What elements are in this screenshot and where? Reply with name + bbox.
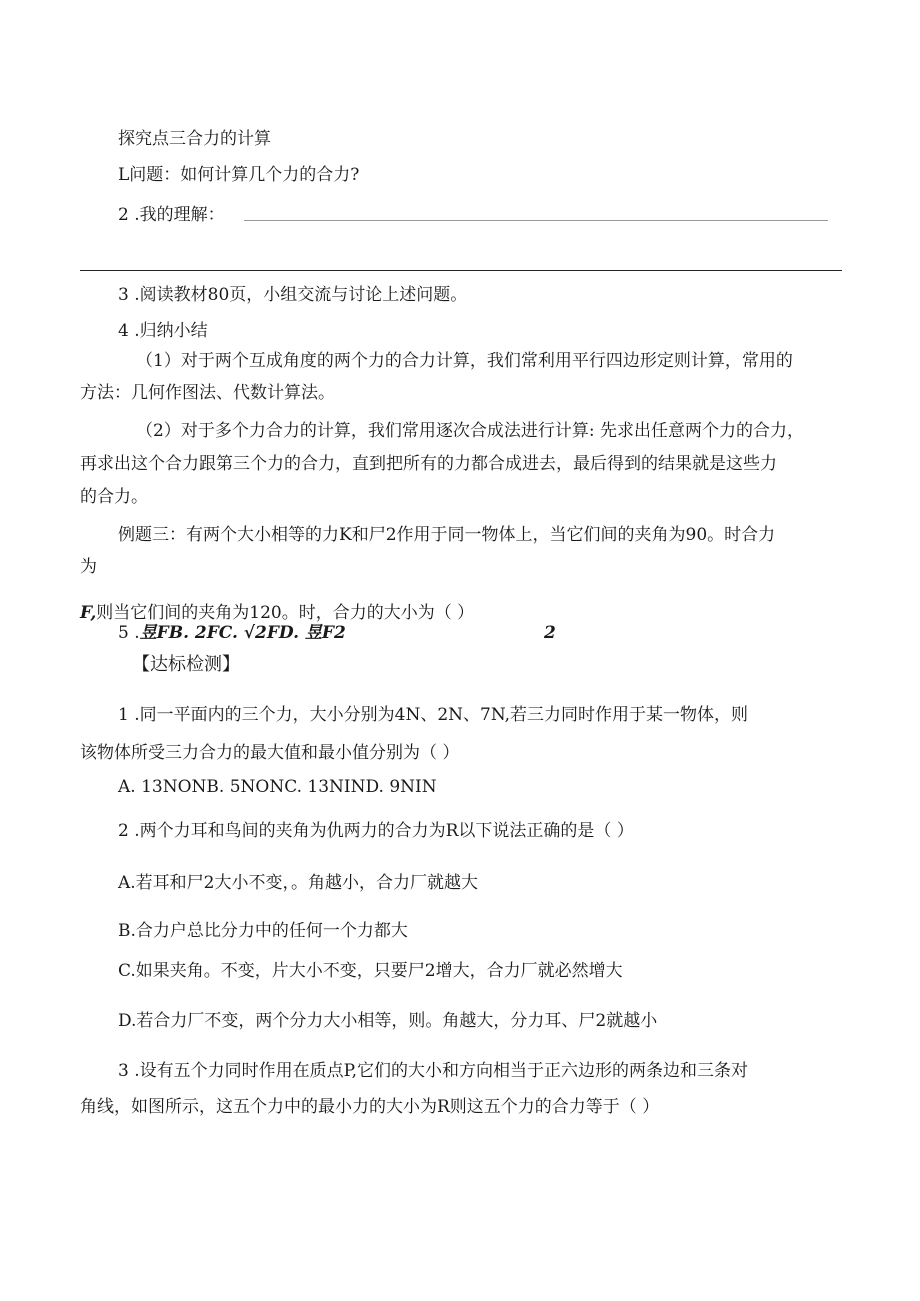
question-3: 3 .阅读教材80页，小组交流与讨论上述问题。 [118, 285, 468, 305]
test-q3-line-2: 角线，如图所示，这五个力中的最小力的大小为R则这五个力的合力等于（ ） [80, 1097, 660, 1117]
summary-1-line-1: （1）对于两个互成角度的两个力的合力计算，我们常利用平行四边形定则计算，常用的 [136, 351, 793, 371]
test-q2: 2 .两个力耳和鸟间的夹角为仇两力的合力为R以下说法正确的是（ ） [118, 821, 634, 841]
summary-2-line-1: （2）对于多个力合力的计算，我们常用逐次合成法进行计算: 先求出任意两个力的合力， [136, 421, 804, 441]
summary-1-line-2: 方法：几何作图法、代数计算法。 [80, 383, 335, 403]
example-options [118, 622, 346, 644]
example-options-number: 5 . [118, 623, 140, 643]
summary-2-line-2: 再求出这个合力跟第三个力的合力，直到把所有的力都合成进去，最后得到的结果就是这些力 [80, 454, 777, 474]
question-1: L问题：如何计算几个力的合力? [118, 165, 360, 185]
question-4: 4 .归纳小结 [118, 321, 208, 341]
full-width-rule [80, 270, 842, 271]
test-q2-option-a: A.若耳和尸2大小不变，。角越小，合力厂就越大 [118, 873, 478, 893]
test-q2-option-c: C.如果夹角。不变，片大小不变，只要尸2增大，合力厂就必然增大 [118, 961, 623, 981]
test-q1-line-1: 1 .同一平面内的三个力，大小分别为4N、2N、7N,若三力同时作用于某一物体，则 [118, 705, 749, 725]
test-q1-line-2: 该物体所受三力合力的最大值和最小值分别为（ ） [80, 743, 460, 763]
test-q2-option-b: B.合力户总比分力中的任何一个力都大 [118, 921, 408, 941]
question-2-label: 2 .我的理解： [118, 205, 225, 225]
force-symbol: F, [80, 603, 97, 623]
section-heading: 探究点三合力的计算 [118, 129, 271, 149]
example-line-2: 为 [80, 557, 97, 577]
answer-blank-line [244, 220, 828, 221]
test-heading: 【达标检测】 [132, 654, 240, 675]
example-line-3 [80, 602, 474, 624]
example-line-3-text: 则当它们间的夹角为120。时，合力的大小为（ ） [96, 603, 475, 623]
example-options-text: 昱FB. 2FC. √2FD. 昱F2 [139, 623, 346, 643]
summary-2-line-3: 的合力。 [80, 487, 148, 507]
example-options-tail: 2 [544, 623, 556, 643]
test-q2-option-d: D.若合力厂不变，两个分力大小相等，则。角越大，分力耳、尸2就越小 [118, 1011, 658, 1031]
test-q3-line-1: 3 .设有五个力同时作用在质点P,它们的大小和方向相当于正六边形的两条边和三条对 [118, 1061, 749, 1081]
example-line-1: 例题三：有两个大小相等的力K和尸2作用于同一物体上，当它们间的夹角为90。时合力 [118, 525, 776, 545]
test-q1-options: A. 13NONB. 5NONC. 13NIND. 9NIN [118, 777, 437, 797]
